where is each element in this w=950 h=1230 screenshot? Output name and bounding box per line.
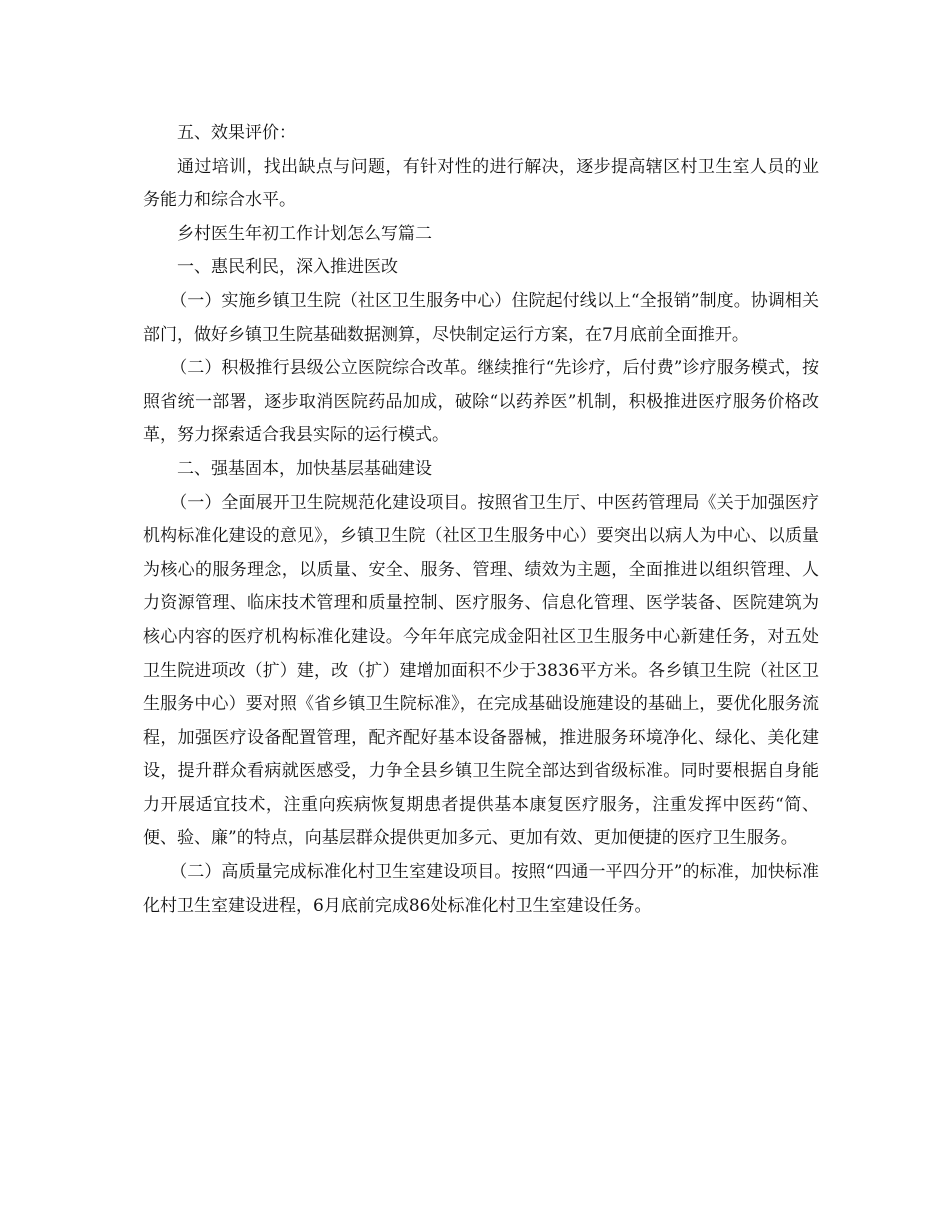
paragraph-training-summary: 通过培训，找出缺点与问题，有针对性的进行解决，逐步提高辖区村卫生室人员的业务能力和综合水平。 xyxy=(143,156,819,211)
paragraph-health-center-standardization: （一）全面展开卫生院规范化建设项目。按照省卫生厅、中医药管理局《关于加强医疗机构标准化建设的意见》，乡镇卫生院（社区卫生服务中心）要突出以病人为中心、以质量为核心的服务理念，以质量、安全、服务、管理、绩效为主题，全面推进以组织管理、人力资源管理、临床技术管理和质量控制、医疗服务、信息化管理、医学装备、医院建筑为核心内容的医疗机构标准化建设。今年年底完成金阳社区卫生服务中心新建任务，对五处卫生院进项改（扩）建，改（扩）建增加面积不少于3836平方米。各乡镇卫生院（社区卫生服务中心）要对照《省乡镇卫生院标准》，在完成基础设施建设的基础上，要优化服务流程，加强医疗设备配置管理，配齐配好基本设备器械，推进服务环境净化、绿化、美化建设，提升群众看病就医感受，力争全县乡镇卫生院全部达到省级标准。同时要根据自身能力开展适宜技术，注重向疾病恢复期患者提供基本康复医疗服务，注重发挥中医药“简、便、验、廉”的特点，向基层群众提供更加多元、更加有效、更加便捷的医疗卫生服务。 xyxy=(143,492,819,849)
section-heading-effect-evaluation: 五、效果评价： xyxy=(177,123,296,143)
paragraph-reimbursement-system: （一）实施乡镇卫生院（社区卫生服务中心）住院起付线以上“全报销”制度。协调相关部门，做好乡镇卫生院基础数据测算，尽快制定运行方案，在7月底前全面推开。 xyxy=(143,290,819,345)
document-page xyxy=(143,117,819,923)
section-heading-grassroots-construction: 二、强基固本，加快基层基础建设 xyxy=(177,458,432,479)
paragraph-village-clinic-construction: （二）高质量完成标准化村卫生室建设项目。按照“四通一平四分开”的标准，加快标准化村卫生室建设进程，6月底前完成86处标准化村卫生室建设任务。 xyxy=(143,862,819,916)
paragraph-public-hospital-reform: （二）积极推行县级公立医院综合改革。继续推行“先诊疗，后付费”诊疗服务模式，按照省统一部署，逐步取消医院药品加成，破除“以药养医”机制，积极推进医疗服务价格改革，努力探索适合我县实际的运行模式。 xyxy=(143,358,819,446)
article-title: 乡村医生年初工作计划怎么写篇二 xyxy=(177,223,432,244)
section-heading-medical-reform: 一、惠民利民，深入推进医改 xyxy=(177,257,398,278)
